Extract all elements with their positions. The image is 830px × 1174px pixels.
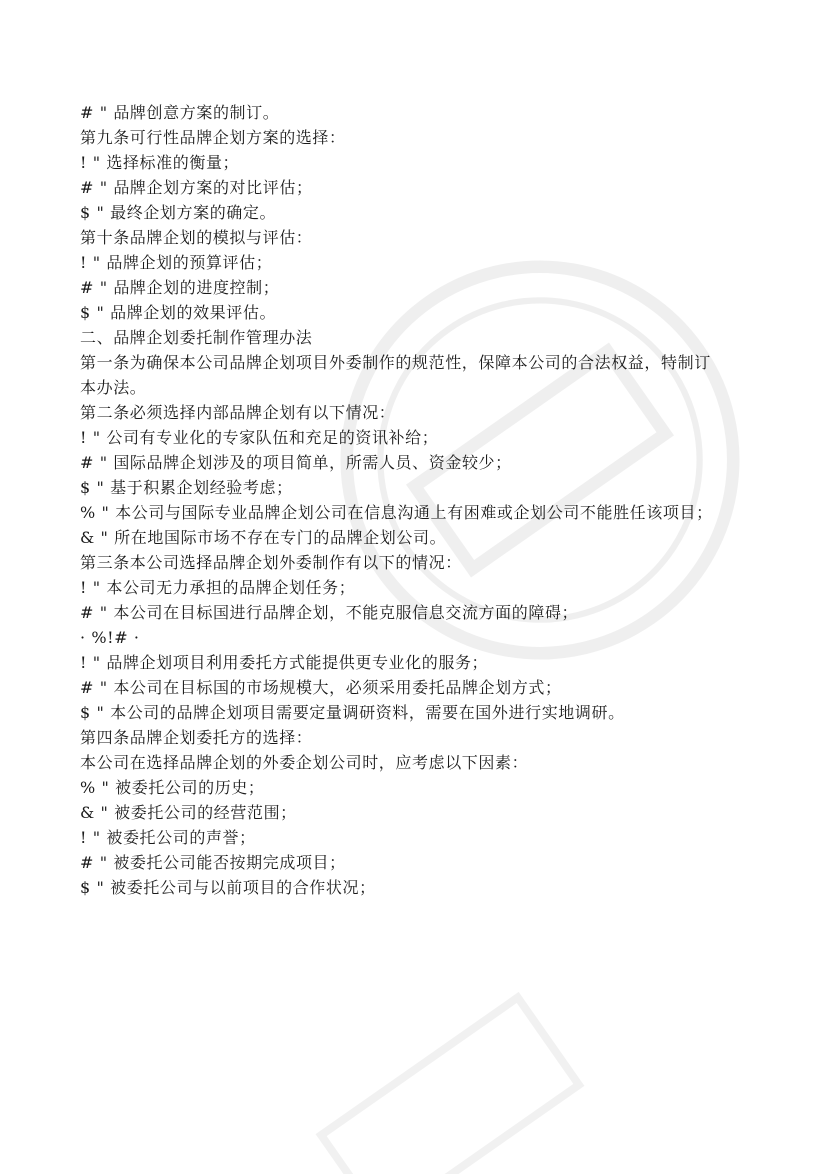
- list-item: $ " 本公司的品牌企划项目需要定量调研资料，需要在国外进行实地调研。: [80, 703, 625, 722]
- list-item: # " 品牌企划方案的对比评估；: [80, 178, 313, 197]
- paragraph: 本公司在选择品牌企划的外委企划公司时，应考虑以下因素：: [80, 753, 529, 772]
- list-item: % " 被委托公司的历史；: [80, 778, 265, 797]
- list-item: # " 品牌创意方案的制订。: [80, 103, 280, 122]
- article-heading: 第四条品牌企划委托方的选择：: [80, 728, 313, 747]
- list-item: # " 国际品牌企划涉及的项目简单，所需人员、资金较少；: [80, 453, 512, 472]
- list-item: $ " 被委托公司与以前项目的合作状况；: [80, 878, 376, 897]
- article-heading: 第二条必须选择内部品牌企划有以下情况：: [80, 403, 396, 422]
- document-body: [80, 100, 770, 900]
- list-item: ! " 本公司无力承担的品牌企划任务；: [80, 578, 356, 597]
- list-item: ! " 公司有专业化的专家队伍和充足的资讯补给；: [80, 428, 439, 447]
- list-item: & " 所在地国际市场不存在专门的品牌企划公司。: [80, 528, 447, 547]
- list-item: # " 被委托公司能否按期完成项目；: [80, 853, 346, 872]
- paragraph-continuation: 本办法。: [80, 378, 147, 397]
- list-item: % " 本公司与国际专业品牌企划公司在信息沟通上有困难或企划公司不能胜任该项目；: [80, 503, 713, 522]
- article-heading: 第九条可行性品牌企划方案的选择：: [80, 128, 346, 147]
- list-item: ! " 品牌企划的预算评估；: [80, 253, 273, 272]
- section-heading: 二、品牌企划委托制作管理办法: [80, 328, 313, 347]
- list-item: # " 本公司在目标国进行品牌企划，不能克服信息交流方面的障碍；: [80, 603, 579, 622]
- page-marker: · %!# ·: [80, 628, 140, 647]
- list-item: ! " 被委托公司的声誉；: [80, 828, 256, 847]
- list-item: $ " 品牌企划的效果评估。: [80, 303, 277, 322]
- list-item: & " 被委托公司的经营范围；: [80, 803, 297, 822]
- list-item: # " 本公司在目标国的市场规模大，必须采用委托品牌企划方式；: [80, 678, 562, 697]
- list-item: ! " 选择标准的衡量；: [80, 153, 240, 172]
- list-item: # " 品牌企划的进度控制；: [80, 278, 280, 297]
- list-item: $ " 最终企划方案的确定。: [80, 203, 277, 222]
- list-item: $ " 基于积累企划经验考虑；: [80, 478, 293, 497]
- article-heading: 第三条本公司选择品牌企划外委制作有以下的情况：: [80, 553, 462, 572]
- article-heading: 第十条品牌企划的模拟与评估：: [80, 228, 313, 247]
- article-paragraph: 第一条为确保本公司品牌企划项目外委制作的规范性，保障本公司的合法权益，特制订: [80, 353, 711, 372]
- list-item: ! " 品牌企划项目利用委托方式能提供更专业化的服务；: [80, 653, 489, 672]
- watermark-seal-bottom: [281, 958, 619, 1174]
